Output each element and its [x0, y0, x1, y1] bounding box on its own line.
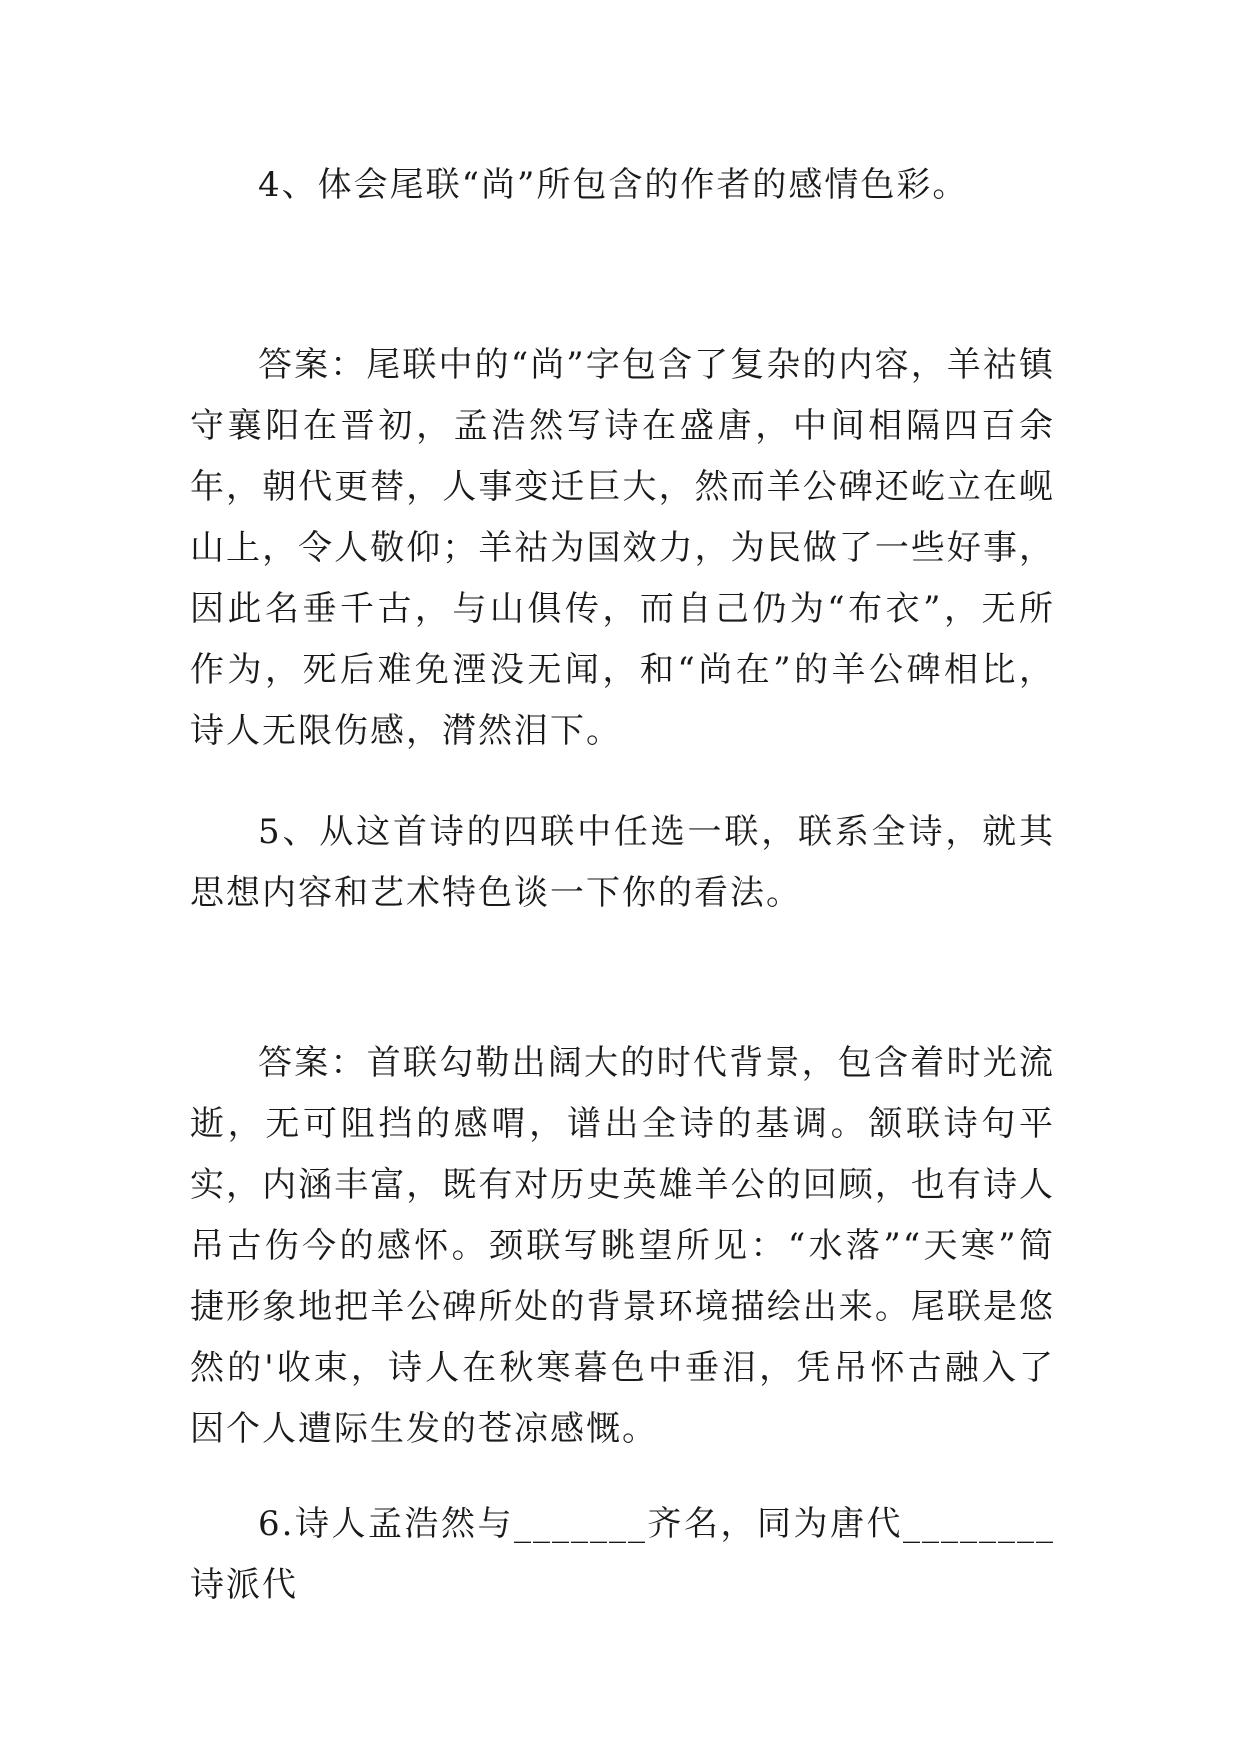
question-4: 4、体会尾联“尚”所包含的作者的感情色彩。 [258, 165, 969, 205]
question-5: 5、从这首诗的四联中任选一联，联系全诗，就其思想内容和艺术特色谈一下你的看法。 [190, 812, 1055, 913]
answer-4: 答案：尾联中的“尚”字包含了复杂的内容，羊祜镇守襄阳在晋初，孟浩然写诗在盛唐，中间相隔四百余年，朝代更替，人事变迁巨大，然而羊公碑还屹立在岘山上，令人敬仰；羊祜为国效力，为民做了一些好事，因此名垂千古，与山俱传，而自己仍为“布衣”，无所作为，死后难免湮没无闻，和“尚在”的羊公碑相比，诗人无限伤感，潸然泪下。 [190, 345, 1055, 751]
question-6: 6.诗人孟浩然与_______齐名，同为唐代________诗派代 [190, 1504, 1055, 1605]
answer-5: 答案：首联勾勒出阔大的时代背景，包含着时光流逝，无可阻挡的感喟，谱出全诗的基调。颔联诗句平实，内涵丰富，既有对历史英雄羊公的回顾，也有诗人吊古伤今的感怀。颈联写眺望所见：“水落”“天寒”简捷形象地把羊公碑所处的背景环境描绘出来。尾联是悠然的'收束，诗人在秋寒暮色中垂泪，凭吊怀古融入了因个人遭际生发的苍凉感慨。 [190, 1043, 1055, 1449]
